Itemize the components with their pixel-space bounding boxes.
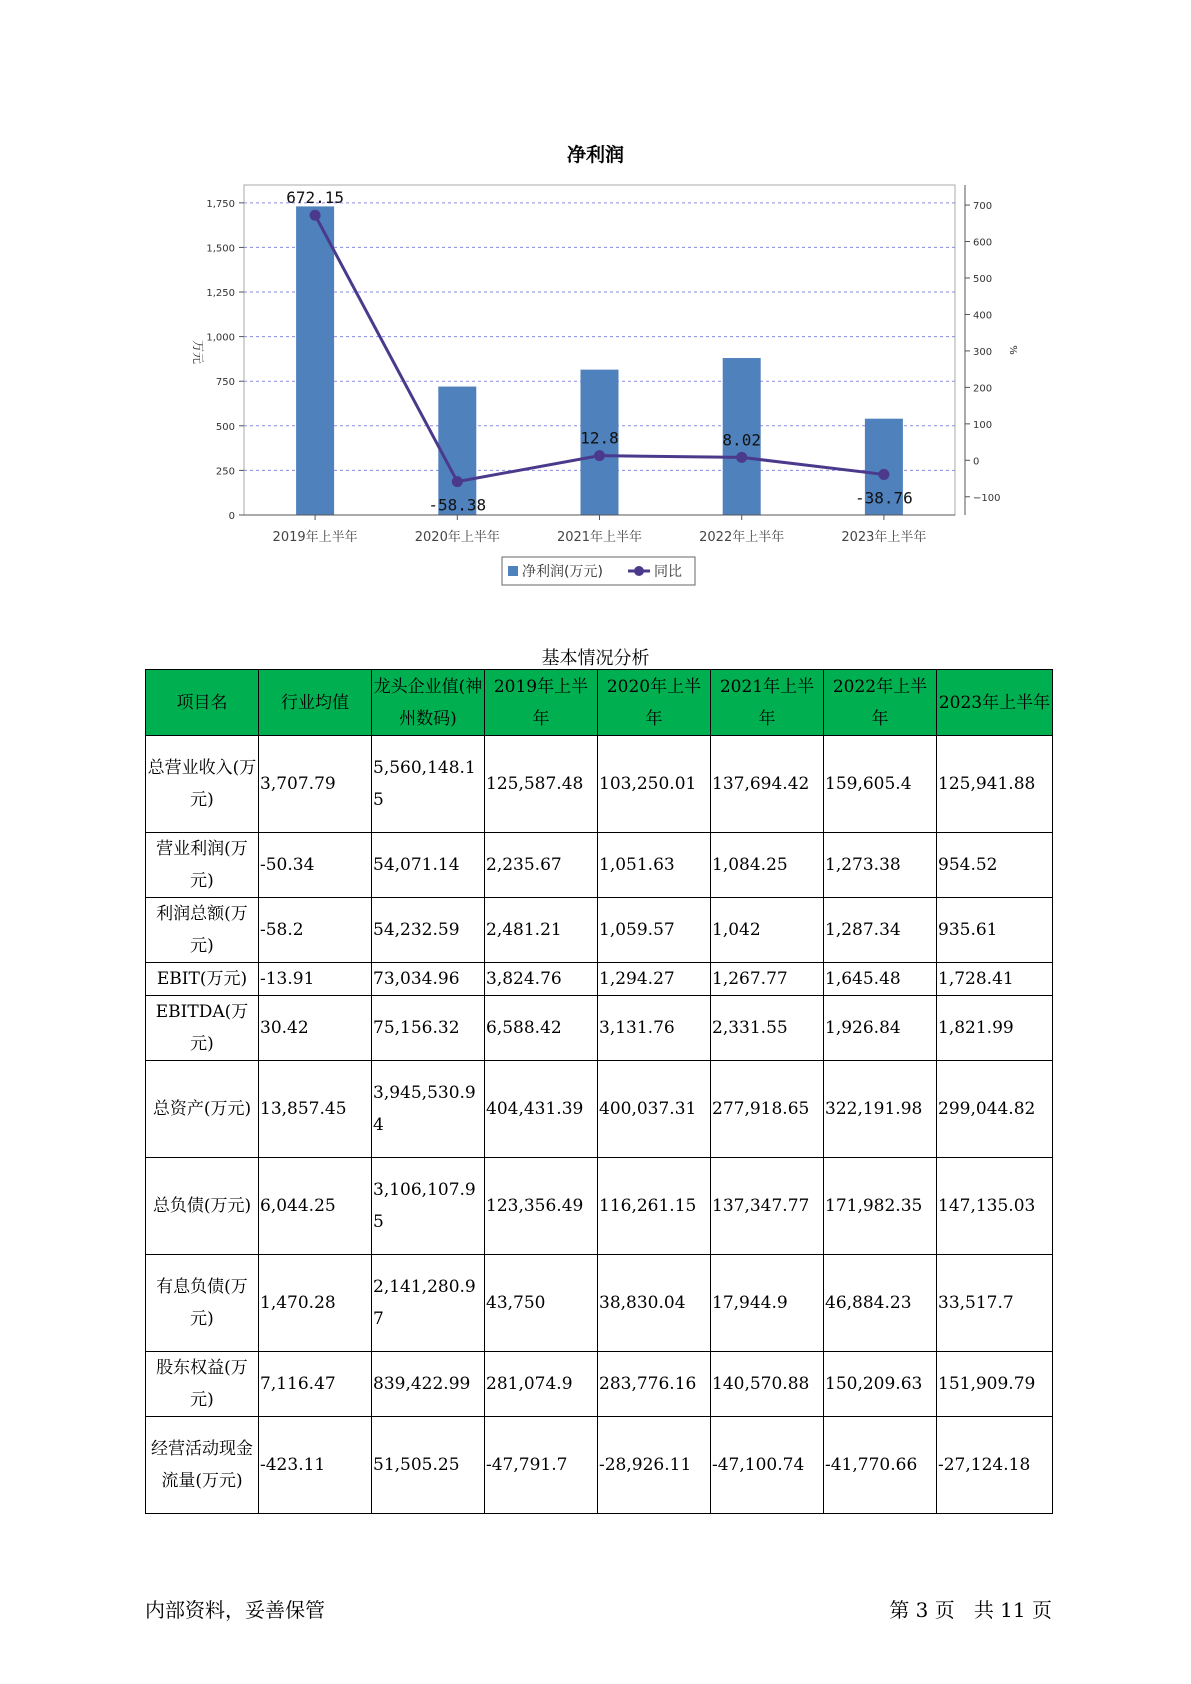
column-header: 龙头企业值(神州数码) bbox=[372, 670, 485, 736]
table-cell: 2,331.55 bbox=[711, 996, 824, 1061]
legend-line-marker bbox=[634, 566, 644, 576]
table-cell: 3,707.79 bbox=[259, 736, 372, 833]
table-row bbox=[146, 1061, 1053, 1158]
row-label-cell: 有息负债(万元) bbox=[146, 1255, 259, 1352]
table-caption: 基本情况分析 bbox=[541, 648, 650, 669]
column-header: 2021年上半年 bbox=[711, 670, 824, 736]
yoy-data-label: 672.15 bbox=[286, 188, 344, 208]
y2-tick-label: 400 bbox=[973, 310, 993, 322]
legend-line-label: 同比 bbox=[654, 564, 682, 580]
table-cell: 54,071.14 bbox=[372, 833, 485, 898]
table-cell: 2,141,280.97 bbox=[372, 1255, 485, 1352]
table-cell: 2,235.67 bbox=[485, 833, 598, 898]
y2-tick-label: 600 bbox=[973, 237, 993, 249]
table-cell: 46,884.23 bbox=[824, 1255, 937, 1352]
table-cell: 2,481.21 bbox=[485, 898, 598, 963]
table-cell: 954.52 bbox=[937, 833, 1053, 898]
table-cell: 1,645.48 bbox=[824, 963, 937, 996]
table-cell: 7,116.47 bbox=[259, 1352, 372, 1417]
table-cell: 103,250.01 bbox=[598, 736, 711, 833]
table-cell: -50.34 bbox=[259, 833, 372, 898]
column-header: 2022年上半年 bbox=[824, 670, 937, 736]
y-tick-label: 0 bbox=[228, 511, 235, 522]
table-cell: 17,944.9 bbox=[711, 1255, 824, 1352]
yoy-point bbox=[736, 452, 747, 463]
table-row bbox=[146, 833, 1053, 898]
table-cell: -28,926.11 bbox=[598, 1417, 711, 1514]
row-label-cell: 总营业收入(万元) bbox=[146, 736, 259, 833]
table-row bbox=[146, 963, 1053, 996]
table-cell: 6,044.25 bbox=[259, 1158, 372, 1255]
table-row bbox=[146, 736, 1053, 833]
y-tick-label: 1,500 bbox=[206, 243, 235, 255]
row-label-cell: 总资产(万元) bbox=[146, 1061, 259, 1158]
legend-bar-swatch bbox=[508, 566, 518, 576]
table-cell: 137,347.77 bbox=[711, 1158, 824, 1255]
table-cell: 935.61 bbox=[937, 898, 1053, 963]
row-label-cell: EBITDA(万元) bbox=[146, 996, 259, 1061]
y2-tick-label: 200 bbox=[973, 383, 993, 395]
table-cell: 54,232.59 bbox=[372, 898, 485, 963]
column-header: 2019年上半年 bbox=[485, 670, 598, 736]
table-cell: 147,135.03 bbox=[937, 1158, 1053, 1255]
table-cell: 123,356.49 bbox=[485, 1158, 598, 1255]
table-cell: 1,084.25 bbox=[711, 833, 824, 898]
yoy-point bbox=[310, 210, 321, 221]
y2-axis-label: % bbox=[1007, 345, 1018, 355]
table-cell: 171,982.35 bbox=[824, 1158, 937, 1255]
y2-tick-label: −100 bbox=[973, 492, 1001, 504]
table-cell: -27,124.18 bbox=[937, 1417, 1053, 1514]
table-cell: 116,261.15 bbox=[598, 1158, 711, 1255]
x-tick-label: 2021年上半年 bbox=[556, 530, 643, 545]
y-tick-label: 1,750 bbox=[206, 198, 235, 210]
table-cell: 283,776.16 bbox=[598, 1352, 711, 1417]
y2-tick-label: 100 bbox=[973, 419, 993, 431]
x-tick-label: 2020年上半年 bbox=[414, 530, 500, 545]
table-cell: 3,106,107.95 bbox=[372, 1158, 485, 1255]
table-row bbox=[146, 1158, 1053, 1255]
x-tick-label: 2023年上半年 bbox=[841, 530, 927, 545]
column-header: 项目名 bbox=[146, 670, 259, 736]
y-tick-label: 500 bbox=[215, 421, 235, 433]
y2-tick-label: 500 bbox=[973, 273, 993, 285]
footer-confidential-note: 内部资料，妥善保管 bbox=[145, 1598, 325, 1622]
row-label-cell: 经营活动现金流量(万元) bbox=[146, 1417, 259, 1514]
table-cell: -423.11 bbox=[259, 1417, 372, 1514]
table-cell: 1,821.99 bbox=[937, 996, 1053, 1061]
table-cell: 125,587.48 bbox=[485, 736, 598, 833]
yoy-point bbox=[594, 450, 605, 461]
table-cell: 137,694.42 bbox=[711, 736, 824, 833]
y-tick-label: 1,250 bbox=[206, 288, 235, 300]
table-cell: 1,294.27 bbox=[598, 963, 711, 996]
table-cell: 30.42 bbox=[259, 996, 372, 1061]
y2-tick-label: 700 bbox=[973, 201, 993, 213]
table-cell: 1,059.57 bbox=[598, 898, 711, 963]
yoy-point bbox=[452, 476, 463, 487]
column-header: 2020年上半年 bbox=[598, 670, 711, 736]
row-label-cell: 股东权益(万元) bbox=[146, 1352, 259, 1417]
table-cell: -13.91 bbox=[259, 963, 372, 996]
row-label-cell: 利润总额(万元) bbox=[146, 898, 259, 963]
table-cell: 140,570.88 bbox=[711, 1352, 824, 1417]
row-label-cell: EBIT(万元) bbox=[146, 963, 259, 996]
y-tick-label: 250 bbox=[215, 466, 235, 478]
table-row bbox=[146, 996, 1053, 1061]
y2-tick-label: 0 bbox=[973, 456, 980, 468]
table-cell: 159,605.4 bbox=[824, 736, 937, 833]
table-cell: 404,431.39 bbox=[485, 1061, 598, 1158]
table-cell: 150,209.63 bbox=[824, 1352, 937, 1417]
table-cell: 43,750 bbox=[485, 1255, 598, 1352]
net-profit-chart bbox=[0, 0, 1191, 600]
table-cell: 1,267.77 bbox=[711, 963, 824, 996]
yoy-data-label: -58.38 bbox=[428, 495, 487, 515]
table-cell: -47,100.74 bbox=[711, 1417, 824, 1514]
footer-page-number: 第 3 页 共 11 页 bbox=[889, 1598, 1052, 1622]
table-cell: 3,131.76 bbox=[598, 996, 711, 1061]
table-cell: 13,857.45 bbox=[259, 1061, 372, 1158]
table-cell: 1,926.84 bbox=[824, 996, 937, 1061]
table-cell: 73,034.96 bbox=[372, 963, 485, 996]
bar-net-profit bbox=[296, 206, 334, 515]
table-cell: 277,918.65 bbox=[711, 1061, 824, 1158]
table-cell: 1,042 bbox=[711, 898, 824, 963]
table-cell: 281,074.9 bbox=[485, 1352, 598, 1417]
table-cell: -41,770.66 bbox=[824, 1417, 937, 1514]
table-row bbox=[146, 1417, 1053, 1514]
table-cell: 839,422.99 bbox=[372, 1352, 485, 1417]
table-cell: 38,830.04 bbox=[598, 1255, 711, 1352]
table-cell: 322,191.98 bbox=[824, 1061, 937, 1158]
y-tick-label: 750 bbox=[215, 377, 235, 389]
table-cell: 33,517.7 bbox=[937, 1255, 1053, 1352]
y-axis-label: 万元 bbox=[191, 339, 205, 365]
yoy-point bbox=[878, 469, 889, 480]
table-cell: 1,470.28 bbox=[259, 1255, 372, 1352]
table-cell: 1,051.63 bbox=[598, 833, 711, 898]
table-row bbox=[146, 898, 1053, 963]
y-tick-label: 1,000 bbox=[206, 332, 235, 344]
table-cell: 400,037.31 bbox=[598, 1061, 711, 1158]
column-header: 行业均值 bbox=[259, 670, 372, 736]
table-cell: 75,156.32 bbox=[372, 996, 485, 1061]
table-cell: -47,791.7 bbox=[485, 1417, 598, 1514]
basic-analysis-table bbox=[145, 669, 1053, 1514]
yoy-data-label: 12.8 bbox=[580, 428, 619, 448]
chart-title: 净利润 bbox=[566, 144, 624, 166]
table-row bbox=[146, 1352, 1053, 1417]
table-cell: 299,044.82 bbox=[937, 1061, 1053, 1158]
table-cell: 1,728.41 bbox=[937, 963, 1053, 996]
yoy-data-label: -38.76 bbox=[855, 488, 913, 508]
row-label-cell: 总负债(万元) bbox=[146, 1158, 259, 1255]
row-label-cell: 营业利润(万元) bbox=[146, 833, 259, 898]
table-row bbox=[146, 1255, 1053, 1352]
table-cell: 6,588.42 bbox=[485, 996, 598, 1061]
table-cell: -58.2 bbox=[259, 898, 372, 963]
table-cell: 125,941.88 bbox=[937, 736, 1053, 833]
x-tick-label: 2019年上半年 bbox=[272, 530, 358, 545]
table-header-row bbox=[146, 670, 1053, 736]
table-cell: 51,505.25 bbox=[372, 1417, 485, 1514]
yoy-data-label: 8.02 bbox=[722, 430, 761, 450]
legend-bar-label: 净利润(万元) bbox=[522, 564, 603, 580]
table-cell: 3,945,530.94 bbox=[372, 1061, 485, 1158]
y2-tick-label: 300 bbox=[973, 346, 993, 358]
table-cell: 151,909.79 bbox=[937, 1352, 1053, 1417]
table-cell: 3,824.76 bbox=[485, 963, 598, 996]
column-header: 2023年上半年 bbox=[937, 670, 1053, 736]
x-tick-label: 2022年上半年 bbox=[699, 530, 785, 545]
table-cell: 1,287.34 bbox=[824, 898, 937, 963]
table-cell: 5,560,148.15 bbox=[372, 736, 485, 833]
table-cell: 1,273.38 bbox=[824, 833, 937, 898]
